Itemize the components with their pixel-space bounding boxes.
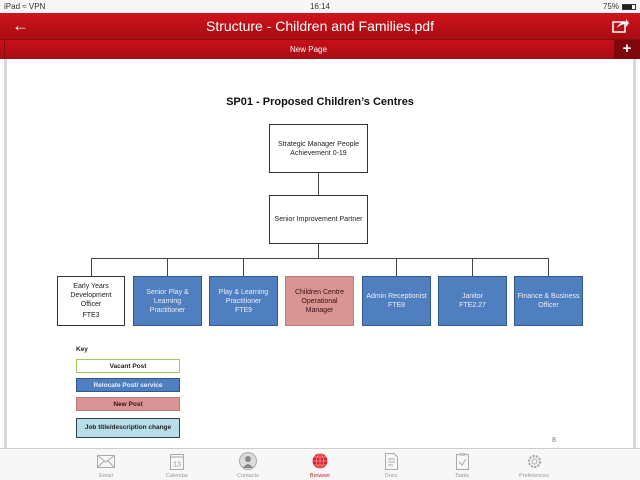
browser-icon <box>312 453 328 469</box>
battery-icon <box>622 4 636 10</box>
org-box-finance-officer: Finance & Business Officer <box>514 276 583 326</box>
tab-calendar[interactable]: 13 Calendar <box>152 452 202 479</box>
page-number: 8 <box>552 437 556 444</box>
tab-docs[interactable]: Docs <box>366 452 416 479</box>
org-box-centre-manager: Children Centre Operational Manager <box>285 276 354 326</box>
preferences-icon <box>526 453 543 470</box>
back-button[interactable]: ← <box>12 16 29 35</box>
chart-title: SP01 - Proposed Children’s Centres <box>226 96 414 108</box>
key-relocate-post: Relocate Post/ service <box>76 378 180 392</box>
org-box-early-years-officer: Early Years Development Officer FTE3 <box>57 276 125 326</box>
svg-text:13: 13 <box>173 461 181 468</box>
org-box-strategic-manager: Strategic Manager People Achievement 0-19 <box>269 124 368 173</box>
tasks-icon <box>456 453 469 470</box>
connector <box>318 244 319 258</box>
contacts-icon <box>239 452 257 470</box>
battery-status: 75% <box>603 2 636 11</box>
connector <box>167 258 168 276</box>
calendar-icon <box>170 453 184 470</box>
page-edge-right <box>633 59 636 448</box>
email-icon <box>97 455 115 468</box>
key-job-title-change: Job title/description change <box>76 418 180 438</box>
org-box-play-learning: Play & Learning Practitioner FTE9 <box>209 276 278 326</box>
tab-tasks[interactable]: Tasks <box>437 452 487 479</box>
device-status: iPad ≈ VPN <box>4 2 46 11</box>
page-edge-left <box>4 59 7 448</box>
connector <box>243 258 244 276</box>
org-box-senior-improvement-partner: Senior Improvement Partner <box>269 195 368 244</box>
org-box-senior-play-learning: Senior Play & Learning Practitioner <box>133 276 202 326</box>
docs-icon <box>385 453 398 470</box>
connector <box>91 258 92 276</box>
connector <box>91 258 549 259</box>
org-box-janitor: Janitor FTE2.27 <box>438 276 507 326</box>
clock: 16:14 <box>309 2 331 11</box>
status-bar <box>0 0 640 13</box>
key-heading: Key <box>76 346 88 353</box>
add-page-button[interactable]: + <box>614 40 640 59</box>
tab-contacts[interactable]: Contacts <box>223 452 273 479</box>
share-icon[interactable] <box>612 18 630 33</box>
bottom-tab-bar <box>0 448 640 480</box>
key-vacant-post: Vacant Post <box>76 359 180 373</box>
connector <box>472 258 473 276</box>
tab-preferences[interactable]: Preferences <box>509 452 559 479</box>
connector <box>318 173 319 195</box>
key-new-post: New Post <box>76 397 180 411</box>
connector <box>548 258 549 276</box>
tab-new-page[interactable]: New Page <box>4 40 612 59</box>
tab-browser[interactable]: Browser <box>295 452 345 479</box>
document-title: Structure - Children and Families.pdf <box>206 18 434 34</box>
connector <box>396 258 397 276</box>
tab-email[interactable]: Email <box>81 452 131 479</box>
nav-bar <box>0 13 640 39</box>
page-tabs <box>0 39 640 59</box>
org-box-admin-receptionist: Admin Receptionist FTE8 <box>362 276 431 326</box>
